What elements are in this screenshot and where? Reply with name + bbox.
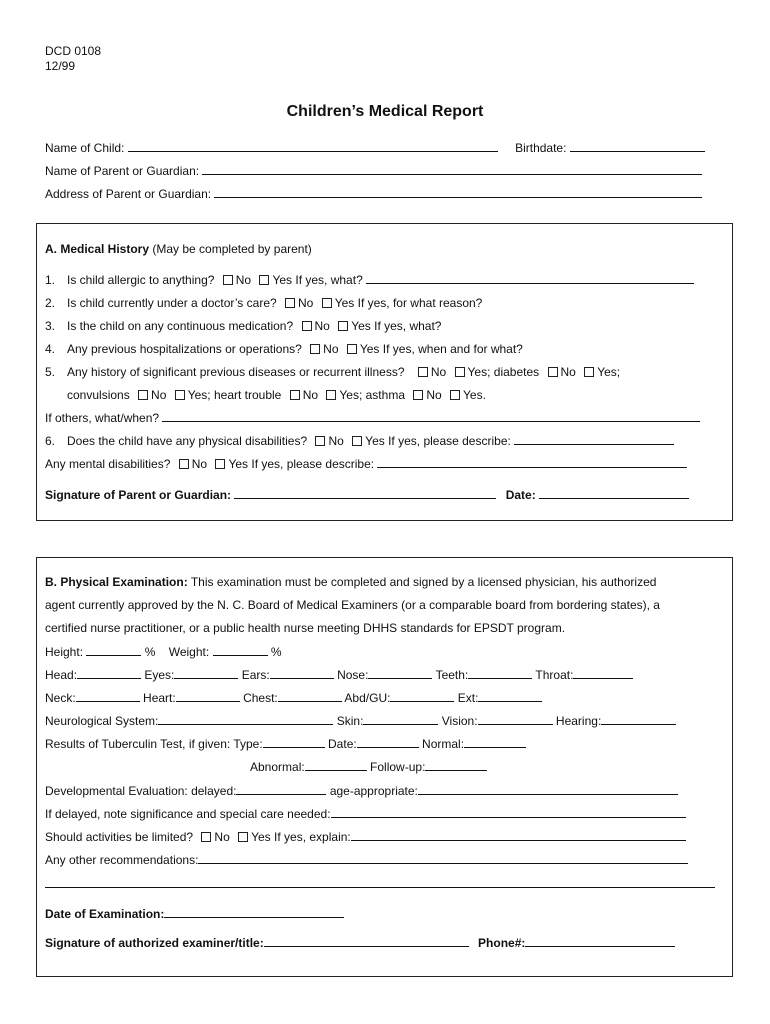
hearing-field[interactable] — [601, 714, 676, 725]
child-name-row — [45, 141, 705, 155]
delayed-note-row: If delayed, note significance and special care needed: — [45, 807, 686, 821]
parent-signature-field[interactable] — [234, 488, 496, 499]
tb-normal-field[interactable] — [464, 737, 526, 748]
q4-follow: If yes, when and for what? — [382, 342, 523, 356]
mental-field[interactable] — [377, 457, 687, 468]
birthdate-label: Birthdate: — [515, 141, 567, 155]
ext-field[interactable] — [478, 691, 542, 702]
neck-field[interactable] — [76, 691, 140, 702]
asthma-yes-checkbox[interactable] — [450, 390, 460, 400]
height-weight-row: Height: % Weight: % — [45, 645, 282, 659]
child-name-field[interactable] — [128, 141, 498, 152]
limited-row: Should activities be limited? No Yes If yes, explain: — [45, 830, 686, 844]
parent-address-field[interactable] — [214, 187, 702, 198]
section-b-intro-1: B. Physical Examination: This examination must be completed and signed by a licensed physician, his authorized — [45, 575, 657, 589]
delayed-note-field[interactable] — [331, 807, 686, 818]
exam-date-field[interactable] — [164, 907, 344, 918]
q5-text: Any history of significant previous diseases or recurrent illness? — [67, 365, 405, 379]
q4-row: 4. Any previous hospitalizations or operations? No Yes If yes, when and for what? — [45, 342, 523, 356]
mental-yes-checkbox[interactable] — [215, 459, 225, 469]
q4-no-checkbox[interactable] — [310, 344, 320, 354]
form-revision-date: 12/99 — [45, 59, 76, 73]
q2-text: Is child currently under a doctor’s care? — [67, 296, 277, 310]
exam-row-3: Neurological System: Skin: Vision: Hearing: — [45, 714, 676, 728]
limited-no-checkbox[interactable] — [201, 832, 211, 842]
tb-abnormal-field[interactable] — [305, 760, 367, 771]
mental-no-checkbox[interactable] — [179, 459, 189, 469]
recs-row-2 — [45, 877, 715, 891]
exam-row-2: Neck: Heart: Chest: Abd/GU: Ext: — [45, 691, 542, 705]
asthma-checkbox[interactable] — [326, 390, 336, 400]
tb-followup-field[interactable] — [425, 760, 487, 771]
limited-yes-checkbox[interactable] — [238, 832, 248, 842]
examiner-signature-field[interactable] — [264, 936, 469, 947]
q1-yes-checkbox[interactable] — [259, 275, 269, 285]
heart-checkbox[interactable] — [175, 390, 185, 400]
tb-row: Results of Tuberculin Test, if given: Type: Date: Normal: — [45, 737, 526, 751]
q2-row: 2. Is child currently under a doctor’s care? No Yes If yes, for what reason? — [45, 296, 483, 310]
limited-field[interactable] — [351, 830, 686, 841]
tb-row-2: Abnormal: Follow-up: — [250, 760, 487, 774]
eyes-field[interactable] — [174, 668, 238, 679]
parent-name-label: Name of Parent or Guardian: — [45, 164, 200, 178]
parent-date-field[interactable] — [539, 488, 689, 499]
q6-row: 6. Does the child have any physical disabilities? No Yes If yes, please describe: — [45, 434, 674, 448]
mental-row: Any mental disabilities? No Yes If yes, please describe: — [45, 457, 687, 471]
q4-yes-checkbox[interactable] — [347, 344, 357, 354]
chest-field[interactable] — [278, 691, 342, 702]
vision-field[interactable] — [478, 714, 553, 725]
q6-text: Does the child have any physical disabilities? — [67, 434, 308, 448]
section-b-intro-3: certified nurse practitioner, or a public health nurse meeting DHHS standards for EPSDT program. — [45, 621, 566, 635]
child-name-label: Name of Child: — [45, 141, 125, 155]
exam-date-row: Date of Examination: — [45, 907, 344, 921]
examiner-signature-row: Signature of authorized examiner/title: Phone#: — [45, 936, 675, 950]
nose-field[interactable] — [368, 668, 432, 679]
diabetes-checkbox[interactable] — [455, 367, 465, 377]
heart-field[interactable] — [176, 691, 240, 702]
exam-row-1: Head: Eyes: Ears: Nose: Teeth: Throat: — [45, 668, 633, 682]
q5-row-2: convulsions No Yes; heart trouble No Yes; asthma No Yes. — [67, 388, 486, 402]
section-a-subheading: (May be completed by parent) — [152, 242, 312, 256]
others-field[interactable] — [162, 411, 700, 422]
ears-field[interactable] — [270, 668, 334, 679]
head-field[interactable] — [77, 668, 141, 679]
recs-field[interactable] — [198, 853, 688, 864]
asthma-no-checkbox[interactable] — [413, 390, 423, 400]
teeth-field[interactable] — [468, 668, 532, 679]
q3-text: Is the child on any continuous medication? — [67, 319, 294, 333]
recs-row: Any other recommendations: — [45, 853, 688, 867]
dev-delayed-field[interactable] — [236, 784, 326, 795]
q1-no-checkbox[interactable] — [223, 275, 233, 285]
parent-address-label: Address of Parent or Guardian: — [45, 187, 212, 201]
form-code: DCD 0108 — [45, 44, 102, 58]
phone-field[interactable] — [525, 936, 675, 947]
section-a-signature-row: Signature of Parent or Guardian: Date: — [45, 488, 689, 502]
others-row: If others, what/when? — [45, 411, 700, 425]
q5-row: 5. Any history of significant previous diseases or recurrent illness? No Yes; diabetes No Yes; — [45, 365, 621, 379]
q6-yes-checkbox[interactable] — [352, 436, 362, 446]
q2-follow: If yes, for what reason? — [357, 296, 483, 310]
skin-field[interactable] — [363, 714, 438, 725]
diabetes-no-checkbox[interactable] — [548, 367, 558, 377]
q3-follow: If yes, what? — [374, 319, 442, 333]
dev-age-field[interactable] — [418, 784, 678, 795]
height-field[interactable] — [86, 645, 141, 656]
diabetes-yes-checkbox[interactable] — [584, 367, 594, 377]
q6-field[interactable] — [514, 434, 674, 445]
q3-no-checkbox[interactable] — [302, 321, 312, 331]
q1-row: 1. Is child allergic to anything? No Yes If yes, what? — [45, 273, 694, 287]
convulsions-no-checkbox[interactable] — [138, 390, 148, 400]
page-title: Children’s Medical Report — [286, 103, 484, 120]
section-b-intro-2: agent currently approved by the N. C. Board of Medical Examiners (or a comparable board from bordering states), a — [45, 598, 660, 612]
q6-no-checkbox[interactable] — [315, 436, 325, 446]
heart-no-checkbox[interactable] — [290, 390, 300, 400]
q1-follow: If yes, what? — [295, 273, 363, 287]
q2-no-checkbox[interactable] — [285, 298, 295, 308]
weight-field[interactable] — [213, 645, 268, 656]
tb-date-field[interactable] — [357, 737, 419, 748]
section-a-heading: A. Medical History — [45, 242, 150, 256]
q5-no-checkbox[interactable] — [418, 367, 428, 377]
q3-yes-checkbox[interactable] — [338, 321, 348, 331]
q1-field[interactable] — [366, 273, 694, 284]
dev-row: Developmental Evaluation: delayed: age-appropriate: — [45, 784, 678, 798]
section-a-heading-row — [45, 242, 312, 256]
parent-name-field[interactable] — [202, 164, 702, 175]
parent-name-row — [45, 164, 702, 178]
q1-text: Is child allergic to anything? — [67, 273, 215, 287]
q4-text: Any previous hospitalizations or operations? — [67, 342, 302, 356]
birthdate-field[interactable] — [570, 141, 705, 152]
recs-field-2[interactable] — [45, 877, 715, 888]
neuro-field[interactable] — [158, 714, 333, 725]
q3-row: 3. Is the child on any continuous medication? No Yes If yes, what? — [45, 319, 442, 333]
section-b-heading: B. Physical Examination: — [45, 575, 188, 589]
parent-address-row — [45, 187, 702, 201]
throat-field[interactable] — [573, 668, 633, 679]
tb-type-field[interactable] — [263, 737, 325, 748]
form-header — [45, 44, 101, 74]
abd-field[interactable] — [390, 691, 454, 702]
q2-yes-checkbox[interactable] — [322, 298, 332, 308]
